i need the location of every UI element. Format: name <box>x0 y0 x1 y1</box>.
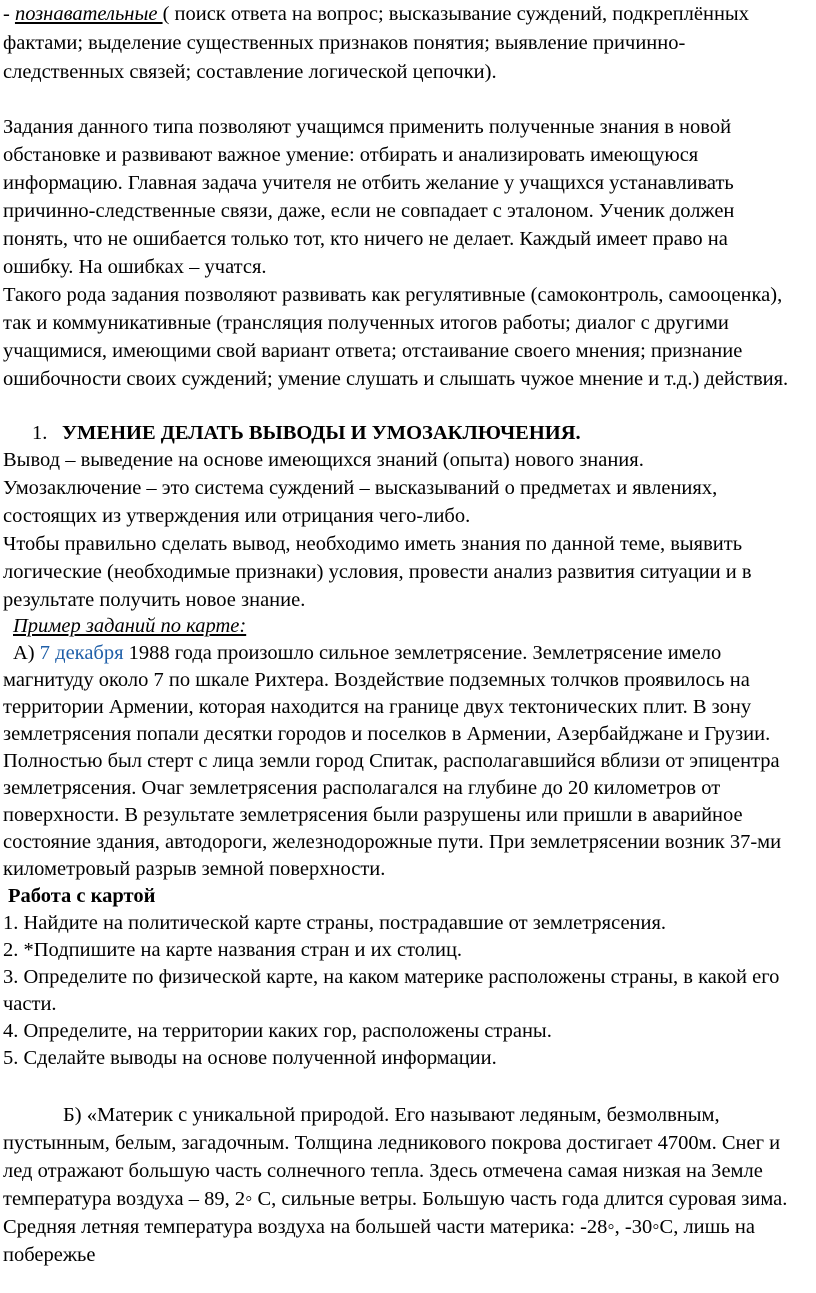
paragraph-line: состоящих из утверждения или отрицания чего-либо. <box>3 505 471 527</box>
paragraph-line: понять, что не ошибается только тот, кто ничего не делает. Каждый имеет право на <box>3 228 728 250</box>
example-title: Пример заданий по карте: <box>13 615 247 637</box>
paragraph-line: ошибочности своих суждений; умение слушать и слышать чужое мнение и т.д.) действия. <box>3 368 789 390</box>
example-b-line: лед отражают большую часть солнечного тепла. Здесь отмечена самая низкая на Земле <box>3 1160 763 1182</box>
paragraph-line: Чтобы правильно сделать вывод, необходимо иметь знания по данной теме, выявить <box>3 533 743 555</box>
heading-text: УМЕНИЕ ДЕЛАТЬ ВЫВОДЫ И УМОЗАКЛЮЧЕНИЯ. <box>62 422 581 444</box>
map-work-title: Работа с картой <box>8 885 156 907</box>
example-a-line: поверхности. В результате землетрясения были разрушены или пришли в аварийное <box>3 804 743 826</box>
example-a-line: землетрясения. Очаг землетрясения располагался на глубине до 20 километров от <box>3 777 721 799</box>
term-cognitive: познавательные <box>14 3 163 25</box>
intro-text: ( поиск ответа на вопрос; высказывание суждений, подкреплённых <box>162 3 749 25</box>
example-a-line <box>13 641 721 665</box>
paragraph-line: Умозаключение – это система суждений – высказываний о предметах и явлениях, <box>3 477 718 499</box>
paragraph-line: учащимися, имеющими свой вариант ответа; отстаивание своего мнения; признание <box>3 340 743 362</box>
paragraph-line: результате получить новое знание. <box>3 589 306 611</box>
map-work-item: части. <box>3 993 57 1015</box>
date-link[interactable]: 7 декабря <box>39 642 124 664</box>
intro-line: следственных связей; составление логической цепочки). <box>3 61 497 83</box>
paragraph-line: Вывод – выведение на основе имеющихся знаний (опыта) нового знания. <box>3 449 644 471</box>
paragraph-line: так и коммуникативные (трансляция полученных итогов работы; диалог с другими <box>3 312 729 334</box>
example-a-line: состояние здания, автодороги, железнодорожные пути. При землетрясении возник 37-ми <box>3 831 782 853</box>
map-work-item: 4. Определите, на территории каких гор, расположены страны. <box>3 1020 552 1042</box>
map-work-item: 3. Определите по физической карте, на каком материке расположены страны, в какой его <box>3 966 780 988</box>
example-a-label: А) <box>13 642 40 664</box>
map-work-item: 2. *Подпишите на карте названия стран и их столиц. <box>3 939 463 961</box>
example-b-line: Б) «Материк с уникальной природой. Его называют ледяным, безмолвным, <box>63 1104 720 1126</box>
bullet-dash: - <box>3 3 15 25</box>
map-work-item: 1. Найдите на политической карте страны, пострадавшие от землетрясения. <box>3 912 667 934</box>
intro-line: фактами; выделение существенных признаков понятия; выявление причинно- <box>3 32 686 54</box>
example-a-line: территории Армении, которая находится на границе двух тектонических плит. В зону <box>3 696 752 718</box>
example-b-line: температура воздуха – 89, 2◦ С, сильные ветры. Большую часть года длится суровая зима. <box>3 1188 788 1210</box>
map-work-item: 5. Сделайте выводы на основе полученной информации. <box>3 1047 497 1069</box>
intro-line <box>3 2 749 26</box>
paragraph-line: Такого рода задания позволяют развивать как регулятивные (самоконтроль, самооценка), <box>3 284 783 306</box>
example-b-line: Средняя летняя температура воздуха на большей части материка: -28◦, -30◦С, лишь на <box>3 1216 755 1238</box>
example-a-text: 1988 года произошло сильное землетрясение. Землетрясение имело <box>123 642 722 664</box>
paragraph-line: обстановке и развивают важное умение: отбирать и анализировать имеющуюся <box>3 144 699 166</box>
example-b-line: пустынным, белым, загадочным. Толщина ледникового покрова достигает 4700м. Снег и <box>3 1132 781 1154</box>
example-a-line: землетрясения попали десятки городов и поселков в Армении, Азербайджане и Грузии. <box>3 723 771 745</box>
paragraph-line: Задания данного типа позволяют учащимся применить полученные знания в новой <box>3 116 732 138</box>
example-b-line: побережье <box>3 1244 96 1266</box>
paragraph-line: причинно-следственные связи, даже, если не совпадает с эталоном. Ученик должен <box>3 200 735 222</box>
paragraph-line: информацию. Главная задача учителя не отбить желание у учащихся устанавливать <box>3 172 734 194</box>
paragraph-line: логические (необходимые признаки) условия, провести анализ развития ситуации и в <box>3 561 752 583</box>
section-heading <box>32 421 581 445</box>
paragraph-line: ошибку. На ошибках – учатся. <box>3 256 267 278</box>
heading-number: 1. <box>32 422 48 444</box>
example-a-line: магнитуду около 7 по шкале Рихтера. Воздействие подземных толчков проявилось на <box>3 669 750 691</box>
example-a-line: Полностью был стерт с лица земли город Спитак, располагавшийся вблизи от эпицентра <box>3 750 780 772</box>
example-a-line: километровый разрыв земной поверхности. <box>3 858 386 880</box>
